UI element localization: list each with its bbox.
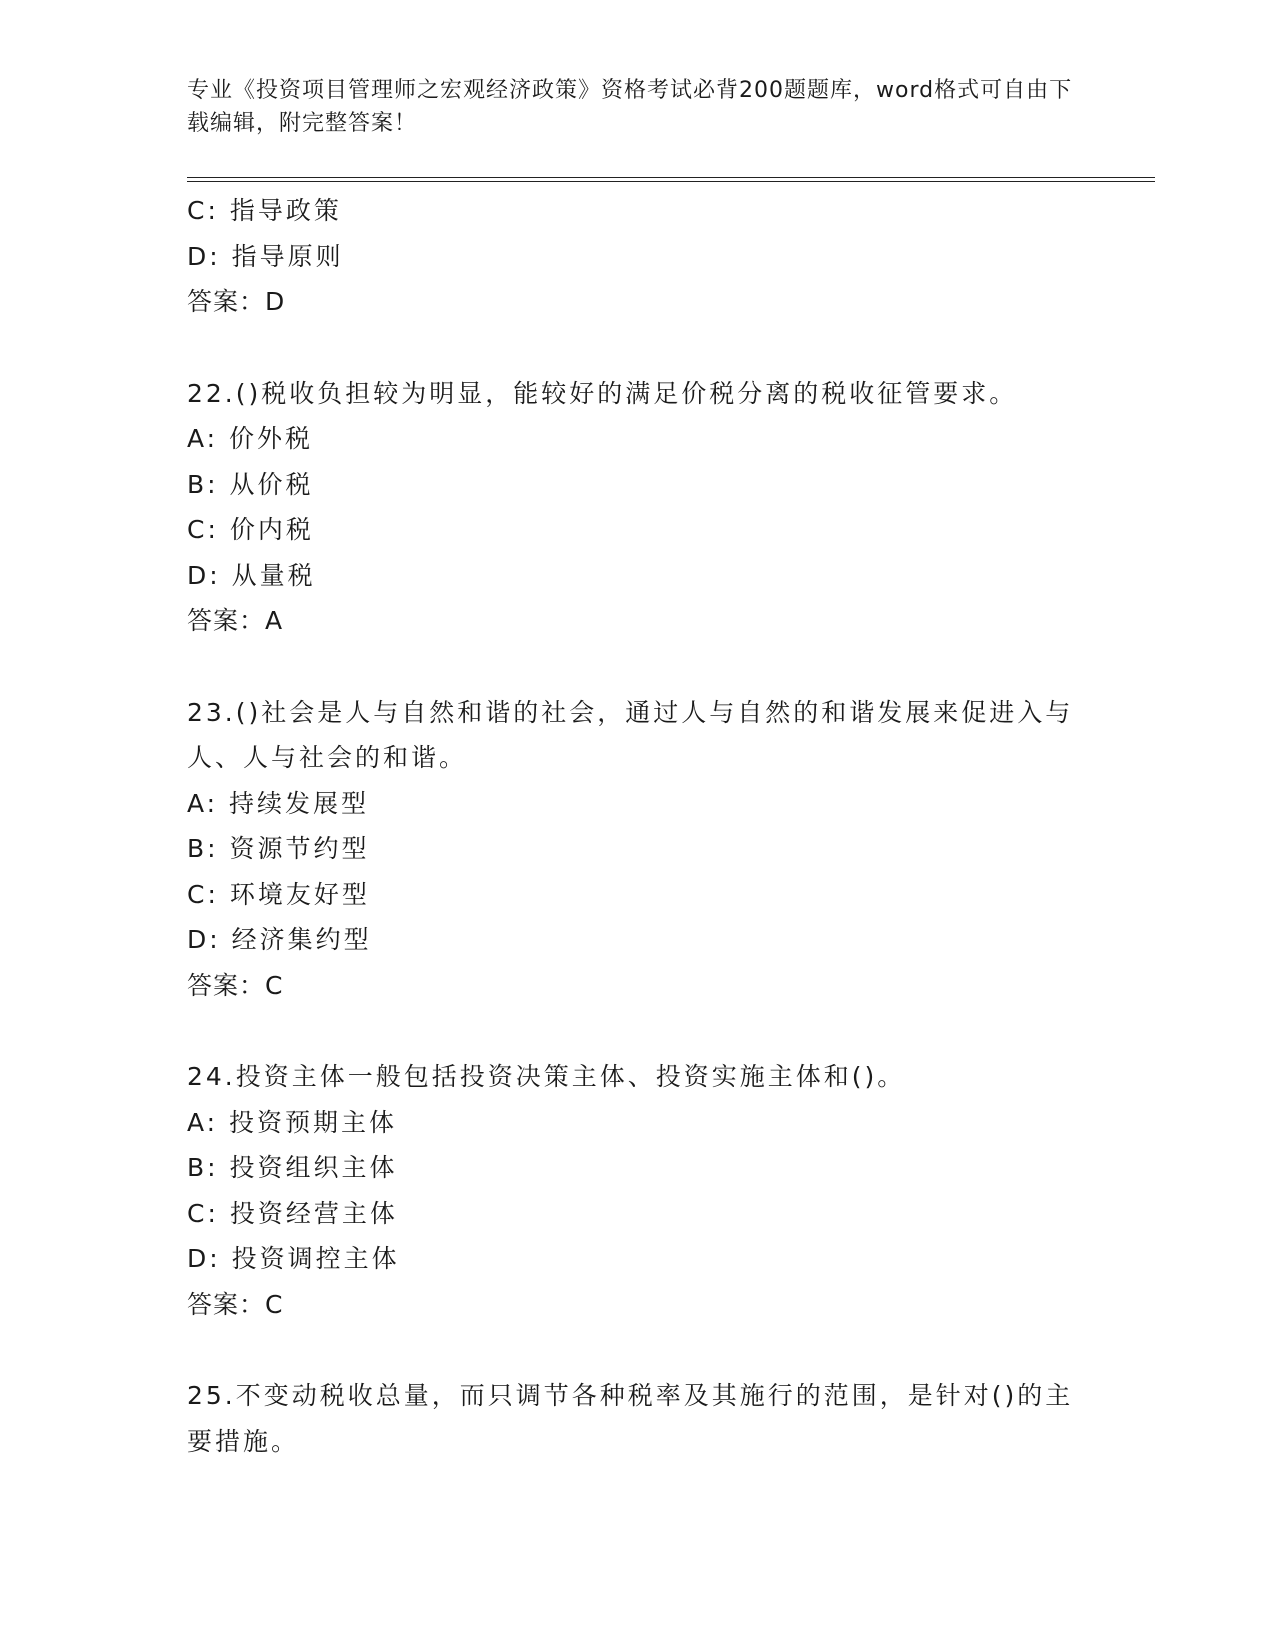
- spacer: [187, 1327, 1087, 1373]
- option-c: C: 环境友好型: [187, 879, 370, 909]
- question-stem: 22.()税收负担较为明显，能较好的满足价税分离的税收征管要求。: [187, 378, 1018, 408]
- answer-text: 答案：C: [187, 970, 284, 1000]
- question-list: [187, 188, 1087, 1464]
- option-d: D: 投资调控主体: [187, 1244, 400, 1273]
- option-a: A: 投资预期主体: [187, 1107, 398, 1137]
- question-stem: 24.投资主体一般包括投资决策主体、投资实施主体和()。: [187, 1062, 906, 1091]
- header-rule-bottom: [187, 181, 1155, 182]
- answer-text: 答案：D: [187, 287, 286, 316]
- option-d: D: 从量税: [187, 560, 316, 590]
- option-c: C: 投资经营主体: [187, 1198, 398, 1228]
- answer-text: 答案：C: [187, 1289, 284, 1319]
- option-a: A: 价外税: [187, 424, 314, 453]
- option-d: D: 指导原则: [187, 241, 344, 271]
- spacer: [187, 1008, 1087, 1054]
- question-22: [187, 371, 1087, 644]
- question-23: [187, 690, 1087, 1009]
- spacer: [187, 644, 1087, 690]
- question-24: [187, 1054, 1087, 1327]
- option-b: B: 投资组织主体: [187, 1153, 398, 1182]
- option-c: C: 指导政策: [187, 196, 342, 225]
- option-b: B: 资源节约型: [187, 834, 370, 863]
- document-header: 专业《投资项目管理师之宏观经济政策》资格考试必背200题题库，word格式可自由下载编辑，附完整答案！: [187, 78, 1073, 136]
- option-c: C: 价内税: [187, 515, 314, 544]
- option-b: B: 从价税: [187, 469, 314, 499]
- question-stem: 25.不变动税收总量，而只调节各种税率及其施行的范围，是针对()的主要措施。: [187, 1381, 1074, 1456]
- option-d: D: 经济集约型: [187, 925, 372, 954]
- option-a: A: 持续发展型: [187, 788, 370, 818]
- answer-text: 答案：A: [187, 606, 284, 635]
- question-25: [187, 1373, 1087, 1464]
- header-rule-top: [187, 177, 1155, 178]
- spacer: [187, 325, 1087, 371]
- question-continuation: [187, 188, 1087, 325]
- question-stem: 23.()社会是人与自然和谐的社会，通过人与自然的和谐发展来促进入与人、人与社会的和谐。: [187, 697, 1074, 772]
